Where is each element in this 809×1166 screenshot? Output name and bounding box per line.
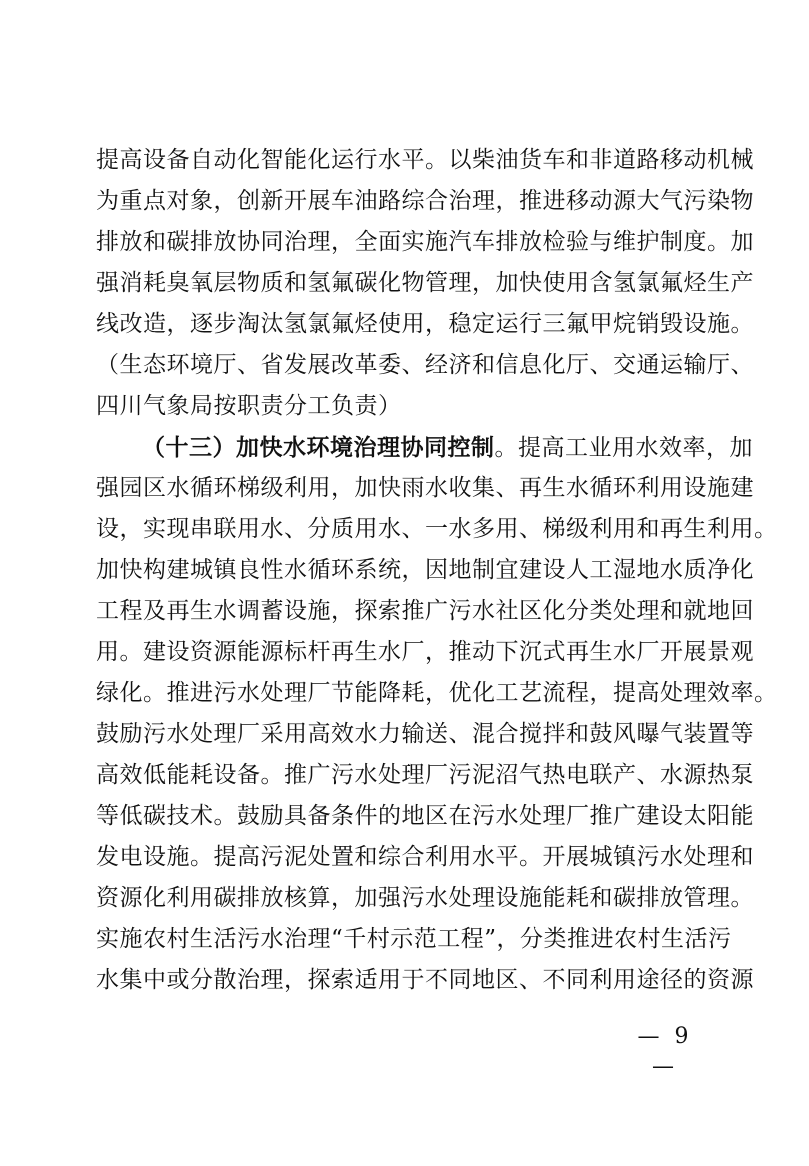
text-line: 排放和碳排放协同治理，全面实施汽车排放检验与维护制度。加: [96, 229, 754, 255]
page-number: — 9 —: [637, 1024, 693, 1079]
text-line: 发电设施。提高污泥处置和综合利用水平。开展城镇污水处理和: [96, 844, 754, 870]
text-line: 设，实现串联用水、分质用水、一水多用、梯级利用和再生利用。: [96, 516, 778, 542]
text-line: 水集中或分散治理，探索适用于不同地区、不同利用途径的资源: [96, 967, 754, 993]
section-heading: （十三）加快水环境治理协同控制: [142, 434, 495, 461]
text-line: 实施农村生活污水治理“千村示范工程”，分类推进农村生活污: [96, 926, 732, 952]
text-line: 用。建设资源能源标杆再生水厂，推动下沉式再生水厂开展景观: [96, 639, 754, 665]
text-line: 高效低能耗设备。推广污水处理厂污泥沼气热电联产、水源热泵: [96, 762, 754, 788]
paragraph-first-line: [96, 427, 753, 468]
text-line: 绿化。推进污水处理厂节能降耗，优化工艺流程，提高处理效率。: [96, 680, 778, 706]
text-line: 强园区水循环梯级利用，加快雨水收集、再生水循环利用设施建: [96, 475, 754, 501]
text-line: 提高设备自动化智能化运行水平。以柴油货车和非道路移动机械: [96, 147, 754, 173]
text-line: （生态环境厅、省发展改革委、经济和信息化厅、交通运输厅、: [96, 352, 754, 378]
text-line: 等低碳技术。鼓励具备条件的地区在污水处理厂推广建设太阳能: [96, 803, 754, 829]
text-line: 工程及再生水调蓄设施，探索推广污水社区化分类处理和就地回: [96, 598, 754, 624]
text-line: 资源化利用碳排放核算，加强污水处理设施能耗和碳排放管理。: [96, 885, 754, 911]
text-line: 为重点对象，创新开展车油路综合治理，推进移动源大气污染物: [96, 188, 754, 214]
text-line: 线改造，逐步淘汰氢氯氟烃使用，稳定运行三氟甲烷销毁设施。: [96, 311, 754, 337]
paragraph-2: [96, 427, 778, 1001]
text-line: 四川气象局按职责分工负责）: [96, 393, 402, 419]
text-span: 。提高工业用水效率，加: [494, 435, 753, 461]
text-line: 鼓励污水处理厂采用高效水力输送、混合搅拌和鼓风曝气装置等: [96, 721, 754, 747]
paragraph-1: [96, 140, 754, 427]
document-body: [96, 140, 778, 1001]
text-line: 加快构建城镇良性水循环系统，因地制宜建设人工湿地水质净化: [96, 557, 754, 583]
text-line: 强消耗臭氧层物质和氢氟碳化物管理，加快使用含氢氯氟烃生产: [96, 270, 754, 296]
